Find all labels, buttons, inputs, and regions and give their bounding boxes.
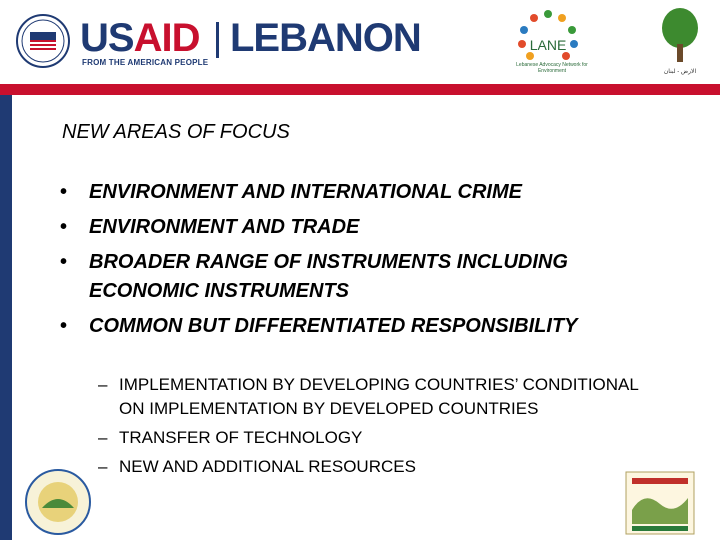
dash-marker: – (98, 457, 108, 476)
bullet-item (58, 312, 658, 341)
lane-subtitle: Lebanese Advocacy Network for Environment (516, 62, 588, 74)
bullet-text: COMMON BUT DIFFERENTIATED RESPONSIBILITY (89, 315, 578, 337)
sub-bullet-item (98, 426, 658, 450)
bullet-text: ENVIRONMENT AND TRADE (89, 216, 360, 238)
bullet-text: BROADER RANGE OF INSTRUMENTS INCLUDING ECONOMIC INSTRUMENTS (89, 251, 568, 302)
university-seal-icon (24, 468, 92, 536)
red-rule (0, 84, 720, 95)
dash-marker: – (98, 375, 108, 394)
bullet-item (58, 213, 658, 242)
bullet-item (58, 248, 658, 306)
dash-marker: – (98, 428, 108, 447)
left-blue-rule (0, 95, 12, 540)
country-wordmark: LEBANON (230, 16, 421, 60)
sub-bullet-item (98, 373, 658, 421)
tree-icon (658, 6, 702, 66)
header-banner (0, 0, 720, 84)
usaid-tagline: FROM THE AMERICAN PEOPLE (82, 58, 209, 67)
tree-caption: الارض - لبنان (663, 69, 697, 75)
bullet-item (58, 178, 658, 207)
usaid-aid-highlight: AID (133, 16, 200, 60)
bullet-list (58, 178, 658, 347)
sub-bullet-text: TRANSFER OF TECHNOLOGY (119, 428, 363, 447)
wordmark-divider (216, 22, 219, 58)
lane-name: LANE (529, 37, 567, 53)
bullet-dot: • (60, 216, 68, 238)
sub-bullet-list (98, 373, 658, 484)
usaid-wordmark: USAID (80, 16, 200, 60)
slide-title: NEW AREAS OF FOCUS (62, 121, 290, 143)
sub-bullet-item (98, 455, 658, 479)
sub-bullet-text: IMPLEMENTATION BY DEVELOPING COUNTRIES’ CONDITIONAL ON IMPLEMENTATION BY DEVELOPED COUNTRIES (119, 375, 639, 418)
usaid-seal-icon (16, 14, 70, 68)
bullet-dot: • (60, 315, 68, 337)
eco-movement-icon (624, 470, 696, 536)
sub-bullet-text: NEW AND ADDITIONAL RESOURCES (119, 457, 416, 476)
bullet-text: ENVIRONMENT AND INTERNATIONAL CRIME (89, 181, 522, 203)
bullet-dot: • (60, 251, 68, 273)
bullet-dot: • (60, 181, 68, 203)
